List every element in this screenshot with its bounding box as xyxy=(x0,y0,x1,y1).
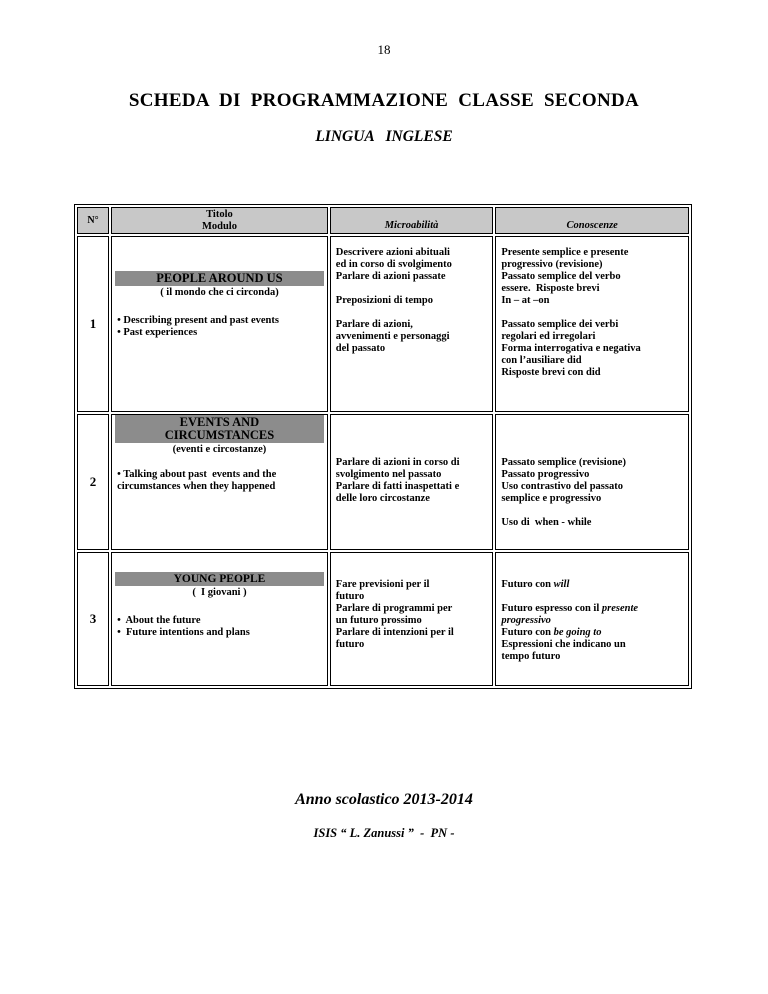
header-conoscenze: Conoscenze xyxy=(495,207,689,234)
text-line: Descrivere azioni abituali xyxy=(335,247,450,258)
text-line: Passato semplice del verbo xyxy=(501,271,621,282)
microabilita-cell xyxy=(330,236,494,412)
list-item: • Talking about past events and the xyxy=(117,469,277,480)
module-title-line2: CIRCUMSTANCES xyxy=(164,428,275,442)
module-cell xyxy=(111,552,328,686)
microabilita-cell xyxy=(330,552,494,686)
row-number: 3 xyxy=(77,552,109,686)
header-titolo-line1: Titolo xyxy=(206,208,233,220)
text-line: Parlare di azioni, xyxy=(335,319,413,330)
text-line: Passato semplice dei verbi xyxy=(501,319,619,330)
text-span: Futuro con xyxy=(501,579,554,590)
module-subtitle: ( I giovani ) xyxy=(192,587,247,598)
text-line: Parlare di azioni passate xyxy=(335,271,446,282)
header-microabilita: Microabilità xyxy=(330,207,494,234)
list-item: • Past experiences xyxy=(117,327,198,338)
text-emphasis: be going to xyxy=(553,627,602,638)
text-line: del passato xyxy=(335,343,386,354)
module-bullets xyxy=(112,615,327,639)
module-subtitle: ( il mondo che ci circonda) xyxy=(160,287,279,298)
header-titolo-modulo xyxy=(111,207,328,234)
module-title-line1: EVENTS AND xyxy=(179,415,260,429)
table-row xyxy=(77,552,689,686)
text-line: Espressioni che indicano un xyxy=(501,639,626,650)
text-line: Risposte brevi con did xyxy=(501,367,601,378)
text-line: futuro xyxy=(335,639,365,650)
text-line: tempo futuro xyxy=(501,651,561,662)
header-titolo-line2: Modulo xyxy=(201,220,237,232)
text-line: Parlare di programmi per xyxy=(335,603,453,614)
list-item: • About the future xyxy=(117,615,201,626)
text-line: Parlare di fatti inaspettati e xyxy=(335,481,460,492)
list-item: circumstances when they happened xyxy=(117,481,276,492)
text-line: ed in corso di svolgimento xyxy=(335,259,452,270)
text-line: Uso di when - while xyxy=(501,517,592,528)
text-line: Forma interrogativa e negativa xyxy=(501,343,641,354)
module-cell xyxy=(111,414,328,550)
text-line xyxy=(501,579,684,591)
text-line: progressivo (revisione) xyxy=(501,259,603,270)
module-title xyxy=(115,415,324,443)
text-line: svolgimento nel passato xyxy=(335,469,442,480)
list-item: • Future intentions and plans xyxy=(117,627,250,638)
conoscenze-cell xyxy=(495,236,689,412)
text-line: Preposizioni di tempo xyxy=(335,295,434,306)
text-line: delle loro circostanze xyxy=(335,493,430,504)
text-line xyxy=(501,603,684,615)
module-bullets xyxy=(112,469,327,493)
table-row xyxy=(77,236,689,412)
text-line: con l’ausiliare did xyxy=(501,355,582,366)
text-line: regolari ed irregolari xyxy=(501,331,596,342)
header-number: N° xyxy=(77,207,109,234)
row-number: 1 xyxy=(77,236,109,412)
text-line: Fare previsioni per il xyxy=(335,579,430,590)
text-emphasis: will xyxy=(553,579,570,590)
school-name: ISIS “ L. Zanussi ” - PN - xyxy=(313,826,455,840)
text-line: Presente semplice e presente xyxy=(501,247,629,258)
table-header-row xyxy=(77,207,689,234)
text-line: essere. Risposte brevi xyxy=(501,283,600,294)
text-line: Passato semplice (revisione) xyxy=(501,457,626,468)
microabilita-cell xyxy=(330,414,494,550)
text-line: un futuro prossimo xyxy=(335,615,422,626)
text-line: semplice e progressivo xyxy=(501,493,602,504)
text-line: Uso contrastivo del passato xyxy=(501,481,623,492)
module-title: YOUNG PEOPLE xyxy=(115,572,324,586)
text-line: Passato progressivo xyxy=(501,469,590,480)
page-title: SCHEDA DI PROGRAMMAZIONE CLASSE SECONDA xyxy=(128,90,640,111)
school-year: Anno scolastico 2013-2014 xyxy=(295,791,473,808)
module-title: PEOPLE AROUND US xyxy=(115,271,324,286)
subject-title: LINGUA INGLESE xyxy=(315,128,453,145)
text-line xyxy=(501,615,684,627)
text-emphasis: presente xyxy=(601,603,639,614)
row-number: 2 xyxy=(77,414,109,550)
text-span: Futuro con xyxy=(501,627,554,638)
text-line: Parlare di intenzioni per il xyxy=(335,627,454,638)
text-span: Futuro espresso con il xyxy=(501,603,602,614)
text-line: avvenimenti e personaggi xyxy=(335,331,450,342)
conoscenze-cell xyxy=(495,414,689,550)
text-emphasis: progressivo xyxy=(501,615,551,626)
table-row xyxy=(77,414,689,550)
text-line: futuro xyxy=(335,591,365,602)
text-line: Parlare di azioni in corso di xyxy=(335,457,460,468)
text-line xyxy=(501,627,684,639)
list-item: • Describing present and past events xyxy=(117,315,279,326)
module-cell xyxy=(111,236,328,412)
page-number: 18 xyxy=(377,42,391,57)
conoscenze-cell xyxy=(495,552,689,686)
programming-table xyxy=(74,204,692,689)
module-bullets xyxy=(112,315,327,339)
module-subtitle: (eventi e circostanze) xyxy=(172,444,267,455)
text-line: In – at –on xyxy=(501,295,550,306)
